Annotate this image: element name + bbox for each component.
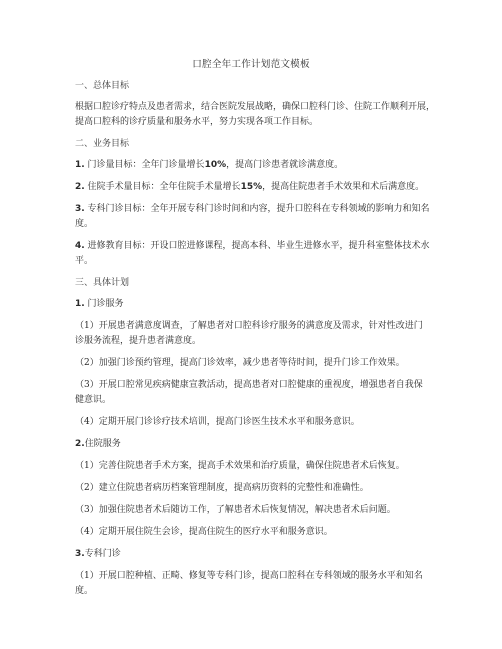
item-text: 门诊量目标：全年门诊量增长 — [84, 160, 205, 170]
paragraph-line: （2）建立住院患者病历档案管理制度，提高病历资料的完整性和准确性。 — [75, 483, 369, 493]
section-heading-goals: 一、总体目标 — [75, 81, 130, 91]
item-number: 1. — [75, 299, 85, 309]
paragraph-line: 健意识。 — [75, 395, 112, 405]
list-item — [75, 203, 435, 215]
paragraph-line: 平。 — [75, 256, 94, 266]
item-number: 3. — [75, 549, 85, 559]
item-text: 进修教育目标：开设口腔进修课程，提高本科、毕业生进修水平，提升科室整体技术水 — [84, 241, 430, 251]
paragraph-line: （1）完善住院患者手术方案，提高手术效果和治疗质量，确保住院患者术后恢复。 — [75, 461, 405, 471]
item-number: 2. — [75, 439, 85, 449]
paragraph-line: （1）开展患者满意度调查，了解患者对口腔科诊疗服务的满意度及需求，针对性改进门 — [75, 321, 423, 331]
document-title: 口腔全年工作计划范文模板 — [192, 59, 310, 70]
paragraph-line: （4）定期开展住院生会诊，提高住院生的医疗水平和服务意识。 — [75, 527, 333, 537]
item-text: ，提高住院患者手术效果和术后满意度。 — [262, 182, 425, 192]
list-item — [75, 240, 435, 252]
subsection-heading — [75, 438, 435, 450]
paragraph-line: （3）加强住院患者术后随访工作，了解患者术后恢复情况，解决患者术后问题。 — [75, 505, 396, 515]
paragraph-line: 度。 — [75, 586, 94, 596]
subsection-title: 住院服务 — [84, 439, 121, 449]
item-percent: 15% — [240, 182, 263, 192]
item-text: 专科门诊目标：全年开展专科门诊时间和内容，提升口腔科在专科领域的影响力和知名 — [84, 204, 430, 214]
subsection-heading — [75, 548, 435, 560]
paragraph-line: （2）加强门诊预约管理，提高门诊效率，减少患者等待时间，提升门诊工作效果。 — [75, 358, 405, 368]
subsection-heading — [75, 298, 435, 310]
paragraph-line: 诊服务流程，提升患者满意度。 — [75, 336, 202, 346]
paragraph-line: （4）定期开展门诊诊疗技术培训，提高门诊医生技术水平和服务意识。 — [75, 417, 360, 427]
list-item — [75, 181, 435, 193]
item-number: 1. — [75, 160, 85, 170]
paragraph-line: 提高口腔科的诊疗质量和服务水平，努力实现各项工作目标。 — [75, 117, 319, 127]
paragraph-line: （1）开展口腔种植、正畸、修复等专科门诊，提高口腔科在专科领域的服务水平和知名 — [75, 571, 423, 581]
list-item — [75, 159, 435, 171]
item-number: 4. — [75, 241, 85, 251]
subsection-title: 门诊服务 — [84, 299, 124, 309]
paragraph-line: 根据口腔诊疗特点及患者需求，结合医院发展战略，确保口腔科门诊、住院工作顺利开展， — [75, 102, 436, 112]
item-text: 住院手术量目标：全年住院手术量增长 — [84, 182, 241, 192]
item-number: 3. — [75, 204, 85, 214]
section-heading-business: 二、业务目标 — [75, 139, 130, 149]
item-number: 2. — [75, 182, 85, 192]
subsection-title: 专科门诊 — [84, 549, 121, 559]
paragraph-line: 度。 — [75, 219, 94, 229]
paragraph-line: （3）开展口腔常见疾病健康宣教活动，提高患者对口腔健康的重视度，增强患者自我保 — [75, 380, 423, 390]
item-text: ，提高门诊患者就诊满意度。 — [226, 160, 344, 170]
item-percent: 10% — [204, 160, 227, 170]
section-heading-plan: 三、具体计划 — [75, 278, 130, 288]
